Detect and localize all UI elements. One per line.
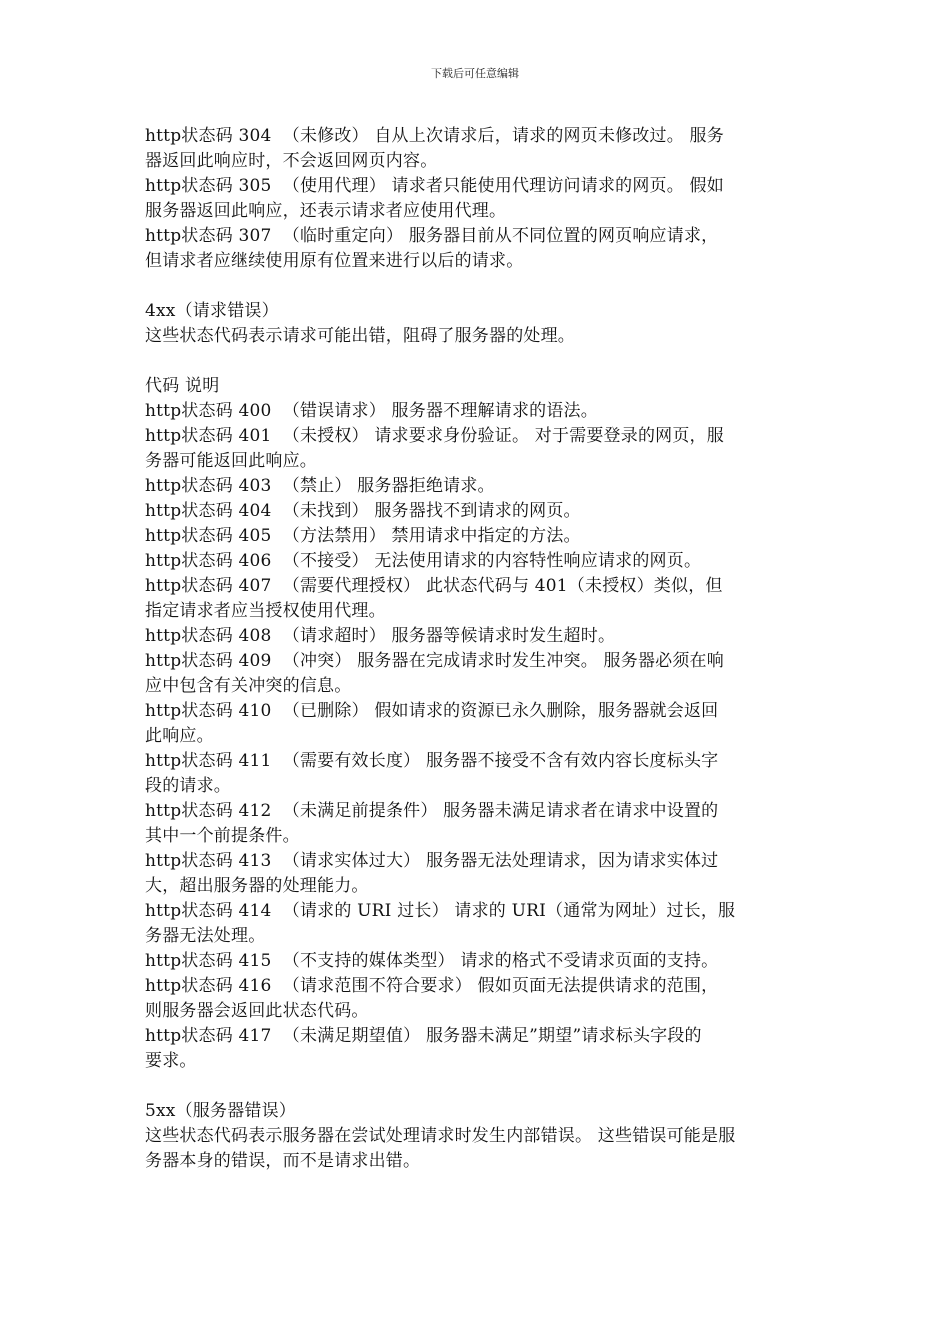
text-line: 要求。 (145, 1051, 197, 1071)
text-line: http状态码 401 （未授权） 请求要求身份验证。 对于需要登录的网页，服 (145, 426, 724, 446)
column-heading: 代码 说明 (145, 376, 220, 396)
text-line: http状态码 408 （请求超时） 服务器等候请求时发生超时。 (145, 626, 616, 646)
text-line: http状态码 412 （未满足前提条件） 服务器未满足请求者在请求中设置的 (145, 801, 719, 821)
text-line: http状态码 404 （未找到） 服务器找不到请求的网页。 (145, 501, 581, 521)
text-line: 其中一个前提条件。 (145, 826, 300, 846)
text-line: http状态码 409 （冲突） 服务器在完成请求时发生冲突。 服务器必须在响 (145, 651, 724, 671)
text-line: 服务器返回此响应，还表示请求者应使用代理。 (145, 201, 507, 221)
text-line: http状态码 417 （未满足期望值） 服务器未满足”期望”请求标头字段的 (145, 1026, 702, 1046)
section-heading-4xx: 4xx（请求错误） (145, 301, 279, 321)
text-line: 段的请求。 (145, 776, 231, 796)
text-line: http状态码 305 （使用代理） 请求者只能使用代理访问请求的网页。 假如 (145, 176, 724, 196)
text-line: http状态码 405 （方法禁用） 禁用请求中指定的方法。 (145, 526, 581, 546)
blank-line (145, 1074, 815, 1099)
text-line: http状态码 411 （需要有效长度） 服务器不接受不含有效内容长度标头字 (145, 751, 719, 771)
section-heading-5xx: 5xx（服务器错误） (145, 1101, 296, 1121)
text-line: 应中包含有关冲突的信息。 (145, 676, 352, 696)
document-body (145, 124, 815, 1174)
text-line: 这些状态代码表示请求可能出错，阻碍了服务器的处理。 (145, 326, 575, 346)
text-line: 指定请求者应当授权使用代理。 (145, 601, 386, 621)
blank-line (145, 274, 815, 299)
blank-line (145, 349, 815, 374)
text-line: 大，超出服务器的处理能力。 (145, 876, 369, 896)
page-header: 下载后可任意编辑 (431, 67, 519, 80)
text-line: http状态码 407 （需要代理授权） 此状态代码与 401（未授权）类似，但 (145, 576, 723, 596)
text-line: 则服务器会返回此状态代码。 (145, 1001, 369, 1021)
text-line: http状态码 410 （已删除） 假如请求的资源已永久删除，服务器就会返回 (145, 701, 719, 721)
text-line: 务器本身的错误，而不是请求出错。 (145, 1151, 421, 1171)
text-line: http状态码 406 （不接受） 无法使用请求的内容特性响应请求的网页。 (145, 551, 702, 571)
text-line: http状态码 416 （请求范围不符合要求） 假如页面无法提供请求的范围， (145, 976, 719, 996)
text-line: http状态码 413 （请求实体过大） 服务器无法处理请求，因为请求实体过 (145, 851, 719, 871)
text-line: http状态码 307 （临时重定向） 服务器目前从不同位置的网页响应请求， (145, 226, 719, 246)
text-line: 务器无法处理。 (145, 926, 266, 946)
text-line: 器返回此响应时，不会返回网页内容。 (145, 151, 438, 171)
text-line: 这些状态代码表示服务器在尝试处理请求时发生内部错误。 这些错误可能是服 (145, 1126, 736, 1146)
text-line: 此响应。 (145, 726, 214, 746)
text-line: http状态码 403 （禁止） 服务器拒绝请求。 (145, 476, 495, 496)
text-line: http状态码 415 （不支持的媒体类型） 请求的格式不受请求页面的支持。 (145, 951, 719, 971)
text-line: http状态码 304 （未修改） 自从上次请求后，请求的网页未修改过。 服务 (145, 126, 724, 146)
text-line: 但请求者应继续使用原有位置来进行以后的请求。 (145, 251, 524, 271)
text-line: http状态码 400 （错误请求） 服务器不理解请求的语法。 (145, 401, 598, 421)
text-line: 务器可能返回此响应。 (145, 451, 317, 471)
text-line: http状态码 414 （请求的 URI 过长） 请求的 URI（通常为网址）过长，服 (145, 901, 736, 921)
